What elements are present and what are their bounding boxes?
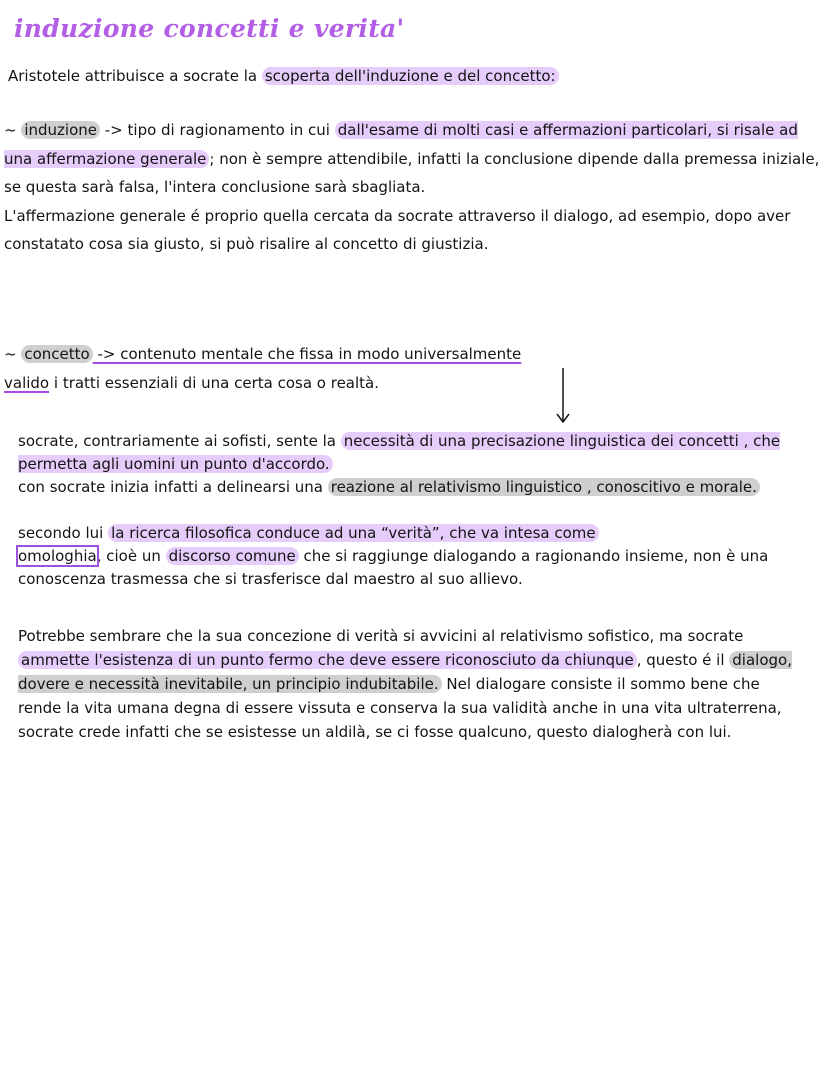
concetto-valido: valido xyxy=(4,373,50,392)
term-concetto: concetto xyxy=(21,345,92,363)
highlight-discorso-comune: discorso comune xyxy=(166,547,299,565)
concetto-def-end: i tratti essenziali di una certa cosa o realtà. xyxy=(49,373,380,392)
socrate-text: socrate, contrariamente ai sofisti, sente la xyxy=(18,432,341,450)
socrate-reazione-intro: con socrate inizia infatti a delinearsi una xyxy=(18,478,328,497)
page-title: induzione concetti e verita' xyxy=(14,14,405,43)
bullet-tilde: ~ xyxy=(4,345,22,363)
dialogo-text-3: Nel dialogare consiste il sommo bene che rende la vita umana degna di essere vissuta e conserva la sua validità anche in una vita ultraterrena, socrate crede infatti che se esistesse un aldilà, se ci fosse qualcuno, questo dialogherà con lui. xyxy=(18,675,782,741)
socrate-verita-paragraph xyxy=(18,522,818,592)
dialogo-text: Potrebbe sembrare che la sua concezione di verità si avvicini al relativismo sofistico, ma socrate xyxy=(18,627,744,645)
induzione-def: -> tipo di ragionamento in cui xyxy=(100,121,335,139)
intro-paragraph xyxy=(8,62,818,91)
concetto-def-underlined: -> contenuto mentale che fissa in modo universalmente xyxy=(92,345,522,363)
highlight-scoperta: scoperta dell'induzione e del concetto: xyxy=(262,67,559,85)
dialogo-text-2: , questo é il xyxy=(636,651,730,669)
induzione-reliability: ; non è sempre attendibile, infatti la conclusione dipende dalla premessa iniziale, se questa sarà falsa, l'intera conclusione sarà sbagliata. xyxy=(4,149,820,196)
induzione-general: L'affermazione generale é proprio quella cercata da socrate attraverso il dialogo, ad esempio, dopo aver constatato cosa sia giusto, si può risalire al concetto di giustizia. xyxy=(4,206,791,253)
highlight-precisazione: necessità di una precisazione linguistica dei concetti , che permetta agli uomini un punto d'accordo. xyxy=(18,432,781,474)
term-omologhia: omologhia xyxy=(18,547,97,566)
intro-text: Aristotele attribuisce a socrate la xyxy=(8,67,262,85)
highlight-reazione: reazione al relativismo linguistico , conoscitivo e morale. xyxy=(328,478,760,496)
induzione-paragraph xyxy=(4,116,824,259)
highlight-induzione-def: dall'esame di molti casi e affermazioni particolari, si risale ad una affermazione generale xyxy=(4,121,798,168)
term-induzione: induzione xyxy=(21,121,100,139)
highlight-ricerca: la ricerca filosofica conduce ad una “verità”, che va intesa come xyxy=(108,524,599,542)
verita-text-3: che si raggiunge dialogando a ragionando insieme, non è una conoscenza trasmessa che si trasferisce dal maestro al suo allievo. xyxy=(18,547,769,589)
concetto-paragraph xyxy=(4,340,704,397)
highlight-punto-fermo: ammette l'esistenza di un punto fermo che deve essere riconosciuto da chiunque xyxy=(18,651,637,669)
highlight-dialogo: dialogo, dovere e necessità inevitabile, un principio indubitabile. xyxy=(18,651,792,693)
socrate-precisazione-paragraph xyxy=(18,430,824,500)
verita-text-2: , cioè un xyxy=(96,547,166,566)
down-arrow-icon xyxy=(556,368,570,424)
verita-text: secondo lui xyxy=(18,524,109,542)
socrate-dialogo-paragraph xyxy=(18,624,804,744)
bullet-tilde: ~ xyxy=(4,121,22,139)
